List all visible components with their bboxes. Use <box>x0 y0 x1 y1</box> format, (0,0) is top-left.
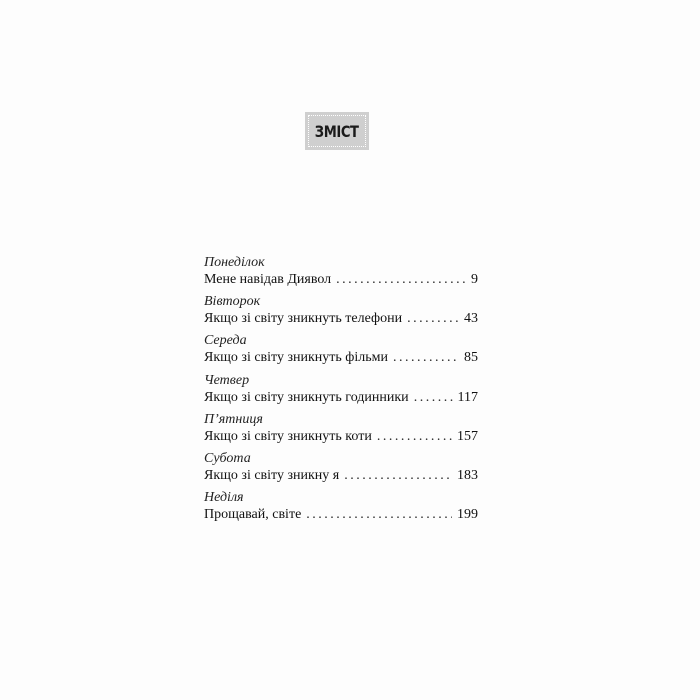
toc-dot-leader <box>407 310 459 327</box>
toc-dot-leader <box>306 506 452 523</box>
toc-chapter-title: Прощавай, світе <box>204 507 302 523</box>
toc-line <box>204 467 478 484</box>
toc-day-label: Вівторок <box>204 294 261 310</box>
toc-line <box>204 310 478 327</box>
toc-chapter-title: Мене навідав Диявол <box>204 272 332 287</box>
contents-heading-frame <box>308 115 366 147</box>
toc-page-number: 199 <box>457 507 478 523</box>
toc-page-number: 157 <box>457 428 478 444</box>
toc-day-label: Неділя <box>204 490 244 506</box>
toc-dot-leader <box>344 467 452 484</box>
toc-line <box>204 389 478 406</box>
toc-entry-sunday <box>204 489 478 528</box>
toc-chapter-title: Якщо зі світу зникнуть годинники <box>204 389 409 405</box>
toc-entry-thursday <box>204 372 478 411</box>
contents-heading-box <box>305 112 369 150</box>
toc-chapter-title: Якщо зі світу зникнуть телефони <box>204 311 403 327</box>
toc-line <box>204 349 478 366</box>
toc-day-label: Субота <box>204 450 251 466</box>
toc-dot-leader <box>377 428 452 445</box>
toc-page-number: 43 <box>464 311 478 327</box>
contents-heading: ЗМІСТ <box>315 121 359 141</box>
toc-dot-leader <box>393 349 459 366</box>
toc-entry-monday <box>204 254 478 293</box>
toc-line <box>204 428 478 445</box>
toc-entry-friday <box>204 411 478 450</box>
toc-chapter-title: Якщо зі світу зникнуть коти <box>204 428 372 444</box>
toc-dot-leader <box>336 271 466 288</box>
toc-line <box>204 506 478 523</box>
toc-line <box>204 271 478 288</box>
toc-entry-saturday <box>204 450 478 489</box>
table-of-contents <box>204 254 478 528</box>
toc-day-label: Четвер <box>204 372 250 388</box>
toc-page-number: 85 <box>464 350 478 366</box>
toc-dot-leader <box>414 389 453 406</box>
toc-day-label: Понеділок <box>204 255 265 270</box>
toc-chapter-title: Якщо зі світу зникну я <box>204 467 340 483</box>
toc-entry-tuesday <box>204 293 478 332</box>
toc-day-label: Середа <box>204 333 247 349</box>
toc-chapter-title: Якщо зі світу зникнуть фільми <box>204 350 388 366</box>
toc-page-number: 9 <box>471 272 478 287</box>
toc-page-number: 117 <box>457 389 478 405</box>
toc-entry-wednesday <box>204 332 478 371</box>
toc-page-number: 183 <box>457 467 478 483</box>
toc-day-label: П’ятниця <box>204 411 263 427</box>
